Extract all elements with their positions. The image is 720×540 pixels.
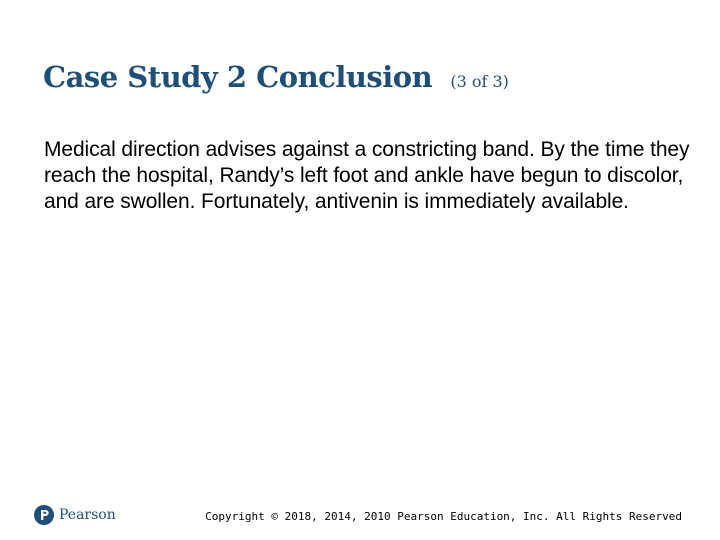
copyright-notice: Copyright © 2018, 2014, 2010 Pearson Education, Inc. All Rights Reserved [205,510,682,523]
slide-title-subtitle: (3 of 3) [450,72,509,91]
slide-title [43,58,509,101]
pearson-logo-text: Pearson [59,507,116,523]
slide-body-text: Medical direction advises against a constricting band. By the time they reach the hospital, Randy’s left foot and ankle have begun to discolor, and are swollen. Fortunately, antivenin is immediately available. [44,138,690,213]
pearson-logo-icon [34,505,54,525]
slide-title-main: Case Study 2 Conclusion [43,60,433,94]
pearson-logo [34,505,116,525]
